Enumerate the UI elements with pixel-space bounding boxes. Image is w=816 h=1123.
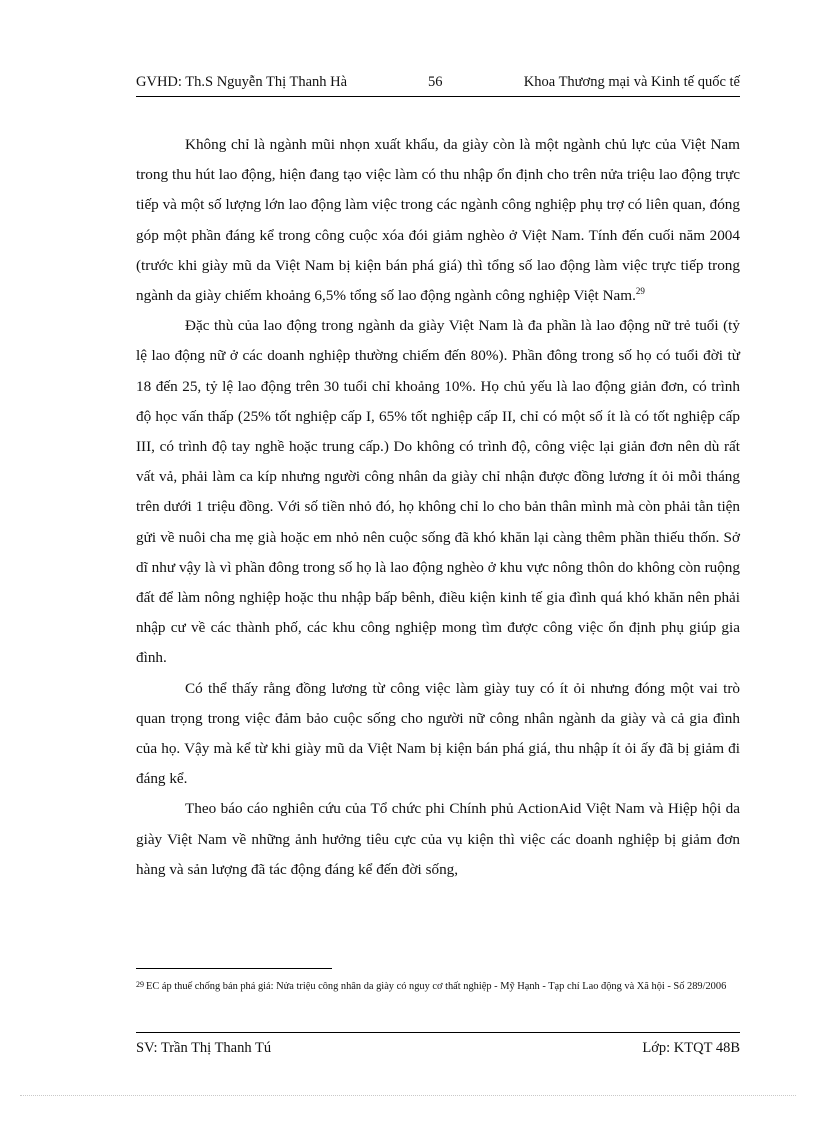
paragraph-1-text: Không chỉ là ngành mũi nhọn xuất khẩu, da giày còn là một ngành chủ lực của Việt Nam trong thu hút lao động, hiện đang tạo việc làm có thu nhập ổn định cho trên nửa triệu lao động trực tiếp và một số lượng lớn lao động làm việc trong các ngành công nghiệp phụ trợ có liên quan, đóng góp một phần đáng kể trong công cuộc xóa đói giảm nghèo ở Việt Nam. Tính đến cuối năm 2004 (trước khi giày mũ da Việt Nam bị kiện bán phá giá) thì tổng số lao động làm việc trực tiếp trong ngành da giày chiếm khoảng 6,5% tổng số lao động ngành công nghiệp Việt Nam. [136,136,740,305]
class-name: Lớp: KTQT 48B [642,1040,740,1056]
footnote [136,977,740,994]
body-text [136,130,740,885]
advisor-name: GVHD: Th.S Nguyễn Thị Thanh Hà [136,74,348,90]
paragraph-1 [136,130,740,311]
faculty-name: Khoa Thương mại và Kinh tế quốc tế [523,74,740,90]
footnote-text: EC áp thuế chống bán phá giá: Nửa triệu công nhân da giày có nguy cơ thất nghiệp - Mỹ Hạnh - Tạp chí Lao động và Xã hội - Số 289/2006 [146,981,727,992]
page-bottom-divider [20,1095,796,1096]
paragraph-3: Có thể thấy rằng đồng lương từ công việc làm giày tuy có ít ỏi nhưng đóng một vai trò quan trọng trong việc đảm bảo cuộc sống cho người nữ công nhân ngành da giày và cả gia đình của họ. Vậy mà kể từ khi giày mũ da Việt Nam bị kiện bán phá giá, thu nhập ít ỏi ấy đã bị giảm đi đáng kể. [136,679,740,788]
paragraph-4: Theo báo cáo nghiên cứu của Tổ chức phi Chính phủ ActionAid Việt Nam và Hiệp hội da giày Việt Nam về những ảnh hưởng tiêu cực của vụ kiện thì việc các doanh nghiệp bị giảm đơn hàng và sản lượng đã tác động đáng kể đến đời sống, [136,800,740,878]
page-header [136,74,740,97]
footnote-number: 29 [136,980,144,989]
footnote-separator [136,968,332,969]
student-name: SV: Trần Thị Thanh Tú [136,1040,272,1056]
footnote-ref: 29 [635,286,645,297]
paragraph-2: Đặc thù của lao động trong ngành da giày Việt Nam là đa phần là lao động nữ trẻ tuổi (tỷ lệ lao động nữ ở các doanh nghiệp thường chiếm đến 80%). Phần đông trong số họ có tuổi đời từ 18 đến 25, tỷ lệ lao động trên 30 tuổi chỉ khoảng 10%. Họ chủ yếu là lao động giản đơn, có trình độ học vấn thấp (25% tốt nghiệp cấp I, 65% tốt nghiệp cấp II, chỉ có một số ít là có tốt nghiệp cấp III, có trình độ tay nghề hoặc trung cấp.) Do không có trình độ, công việc lại giản đơn nên dù rất vất vả, phải làm ca kíp nhưng người công nhân da giày chỉ nhận được đồng lương ít ỏi mỗi tháng trên dưới 1 triệu đồng. Với số tiền nhỏ đó, họ không chỉ lo cho bản thân mình mà còn phải tằn tiện gửi về nuôi cha mẹ già hoặc em nhỏ nên cuộc sống đã khó khăn lại càng thêm phần thiếu thốn. Sở dĩ như vậy là vì phần đông trong số họ là lao động nghèo ở khu vực nông thôn do không còn ruộng đất để làm nông nghiệp hoặc thu nhập bấp bênh, điều kiện kinh tế gia đình quá khó khăn nên phải nhập cư về các thành phố, các khu công nghiệp mong tìm được công việc ổn định phụ giúp gia đình. [136,317,740,667]
page-number: 56 [428,74,443,90]
page-footer [136,1032,740,1057]
